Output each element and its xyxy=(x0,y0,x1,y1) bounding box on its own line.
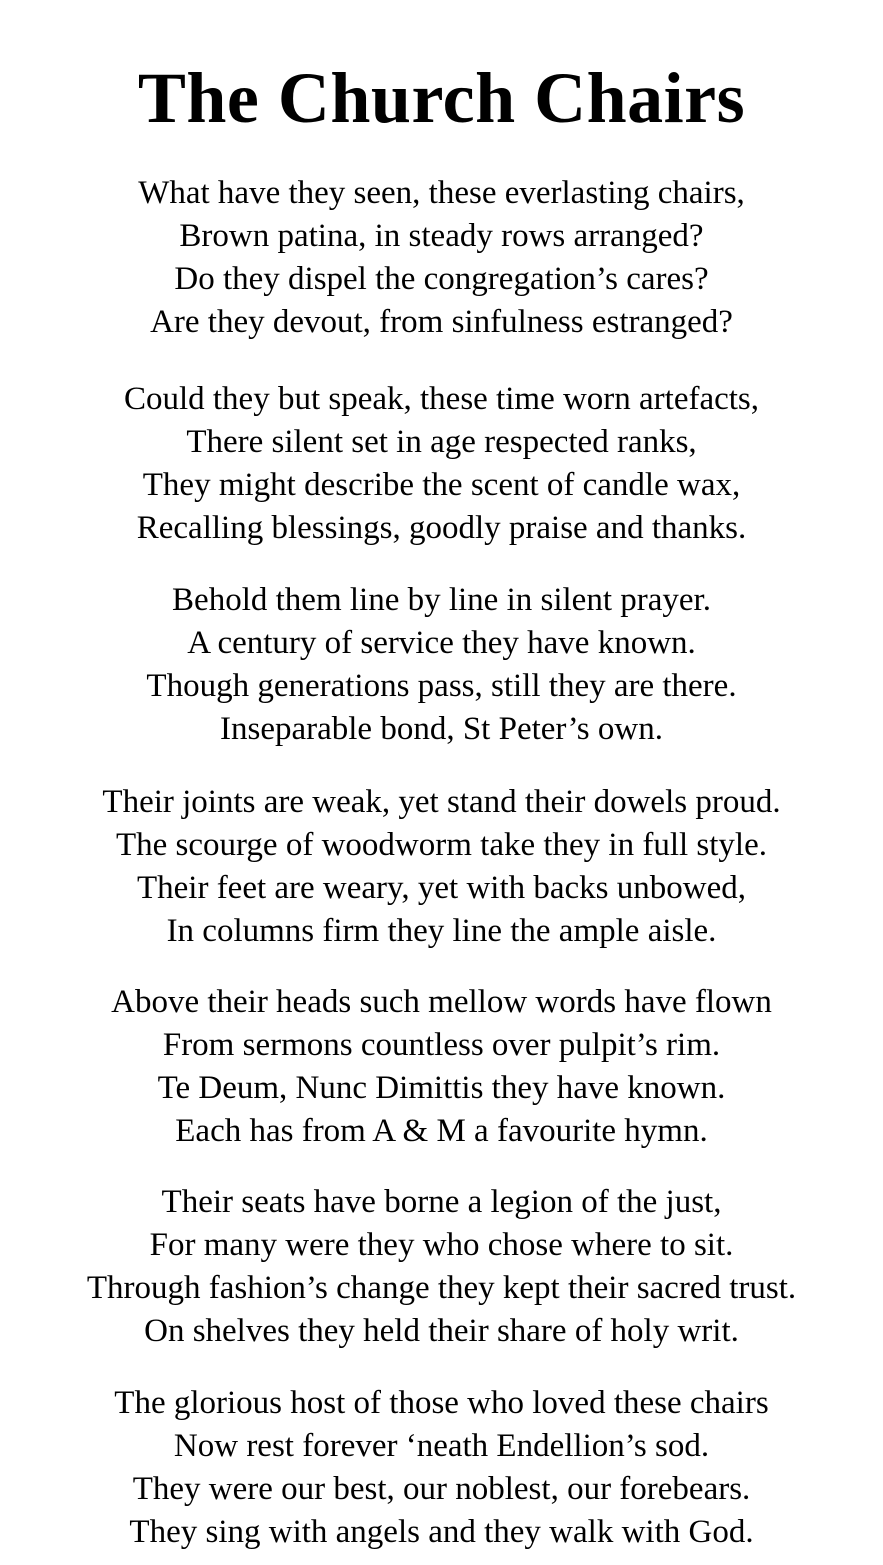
poem-line: Their seats have borne a legion of the just, xyxy=(161,1184,722,1220)
poem-line: On shelves they held their share of holy writ. xyxy=(144,1313,739,1349)
poem-line: From sermons countless over pulpit’s rim. xyxy=(162,1027,721,1063)
stanza-5 xyxy=(0,981,883,1153)
poem-line: The scourge of woodworm take they in full style. xyxy=(116,827,767,863)
poem-line: Through fashion’s change they kept their sacred trust. xyxy=(86,1270,797,1306)
poem-line: Recalling blessings, goodly praise and thanks. xyxy=(136,510,747,546)
poem-line: Do they dispel the congregation’s cares? xyxy=(174,261,709,297)
poem-line: What have they seen, these everlasting chairs, xyxy=(138,175,745,211)
poem-line: Above their heads such mellow words have flown xyxy=(111,984,772,1020)
poem-line: Te Deum, Nunc Dimittis they have known. xyxy=(157,1070,726,1106)
poem-line: Each has from A & M a favourite hymn. xyxy=(175,1113,708,1149)
poem-line: Though generations pass, still they are there. xyxy=(146,668,737,704)
stanza-2 xyxy=(0,378,883,550)
poem-line: They sing with angels and they walk with God. xyxy=(129,1514,754,1550)
poem-line: Now rest forever ‘neath Endellion’s sod. xyxy=(173,1428,710,1464)
stanza-4 xyxy=(0,781,883,953)
poem-line: Brown patina, in steady rows arranged? xyxy=(179,218,704,254)
poem-line: Their feet are weary, yet with backs unbowed, xyxy=(136,870,747,906)
poem-line: A century of service they have known. xyxy=(187,625,696,661)
poem-line: There silent set in age respected ranks, xyxy=(186,424,697,460)
stanza-1 xyxy=(0,172,883,344)
poem-line: Inseparable bond, St Peter’s own. xyxy=(220,711,663,747)
poem-line: Could they but speak, these time worn artefacts, xyxy=(123,381,760,417)
poem-line: They were our best, our noblest, our forebears. xyxy=(132,1471,751,1507)
poem-line: Their joints are weak, yet stand their dowels proud. xyxy=(102,784,781,820)
stanza-3 xyxy=(0,579,883,751)
stanza-6 xyxy=(0,1181,883,1353)
poem-line: The glorious host of those who loved these chairs xyxy=(114,1385,769,1421)
poem-line: Are they devout, from sinfulness estranged? xyxy=(150,304,733,340)
stanza-7 xyxy=(0,1382,883,1554)
poem-line: For many were they who chose where to sit. xyxy=(149,1227,734,1263)
poem-line: Behold them line by line in silent prayer. xyxy=(172,582,711,618)
poem-title: The Church Chairs xyxy=(137,58,746,138)
poem-line: They might describe the scent of candle wax, xyxy=(142,467,741,503)
poem-line: In columns firm they line the ample aisle. xyxy=(166,913,717,949)
